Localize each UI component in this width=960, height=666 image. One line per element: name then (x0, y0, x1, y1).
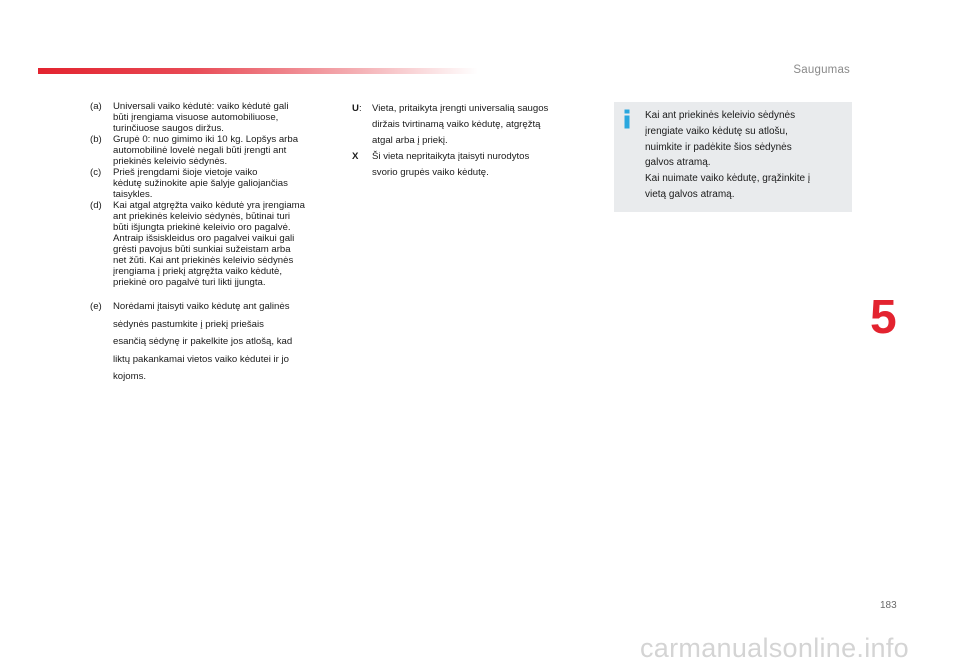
watermark: carmanualsonline.info (640, 633, 909, 663)
list-item-label: (c) (90, 167, 102, 178)
legend-label: U: (352, 103, 362, 114)
info-icon (622, 109, 632, 129)
list-item-e (90, 298, 335, 386)
list-item-b (90, 134, 335, 167)
left-column (90, 101, 335, 386)
list-item-label: (a) (90, 101, 102, 112)
list-item-c (90, 167, 335, 200)
info-note-box (614, 102, 852, 212)
page-number: 183 (880, 600, 897, 611)
list-item-text: Kai atgal atgręžta vaiko kėdutė yra įrengiama ant priekinės keleivio sėdynės, būtinai turi būti išjungta priekinė keleivio oro pagalvė. Antraip išsiskleidus oro pagalvei vaikui gali grėsti pavojus būti sunkiai sužeistam arba net žūti. Kai ant priekinės keleivio sėdynės įrengiama į priekį atgręžta vaiko kėdutė, priekinė oro pagalvė turi likti įjungta. (113, 200, 305, 288)
list-item-text: Norėdami įtaisyti vaiko kėdutę ant galinės sėdynės pastumkite į priekį priešais esančią sėdynę ir pakelkite jos atlošą, kad liktų pakankamai vietos vaiko kėdutei ir jo kojoms. (113, 301, 293, 382)
list-item-text: Grupė 0: nuo gimimo iki 10 kg. Lopšys arba automobilinė lovelė negali būti įrengti ant priekinės keleivio sėdynės. (113, 134, 299, 167)
legend-column (352, 101, 592, 181)
legend-text: Vieta, pritaikyta įrengti universalią saugos diržais tvirtinamą vaiko kėdutę, atgręžtą atgal arba į priekį. (372, 103, 549, 146)
list-item-label: (e) (90, 301, 102, 312)
list-item-text: Universali vaiko kėdutė: vaiko kėdutė gali būti įrengiama visuose automobiliuose, turinčiuose saugos diržus. (113, 101, 289, 134)
list-item-text: Prieš įrengdami šioje vietoje vaiko kėdutę sužinokite apie šalyje galiojančias taisykles. (113, 167, 288, 200)
legend-label: X (352, 151, 359, 162)
list-item-d (90, 200, 335, 288)
chapter-number: 5 (870, 291, 897, 344)
list-item-label: (b) (90, 134, 102, 145)
header-accent-bar (38, 68, 478, 74)
info-note-text: Kai ant priekinės keleivio sėdynės įrengiate vaiko kėdutę su atlošu, nuimkite ir padėkite šios sėdynės galvos atramą. Kai nuimate vaiko kėdutę, grąžinkite į vietą galvos atramą. (645, 110, 811, 200)
section-title: Saugumas (793, 64, 850, 76)
list-item-label: (d) (90, 200, 102, 211)
legend-item-u (352, 101, 592, 149)
list-item-a (90, 101, 335, 134)
legend-text: Ši vieta nepritaikyta įtaisyti nurodytos svorio grupės vaiko kėdutę. (372, 151, 530, 178)
legend-item-x (352, 149, 592, 181)
